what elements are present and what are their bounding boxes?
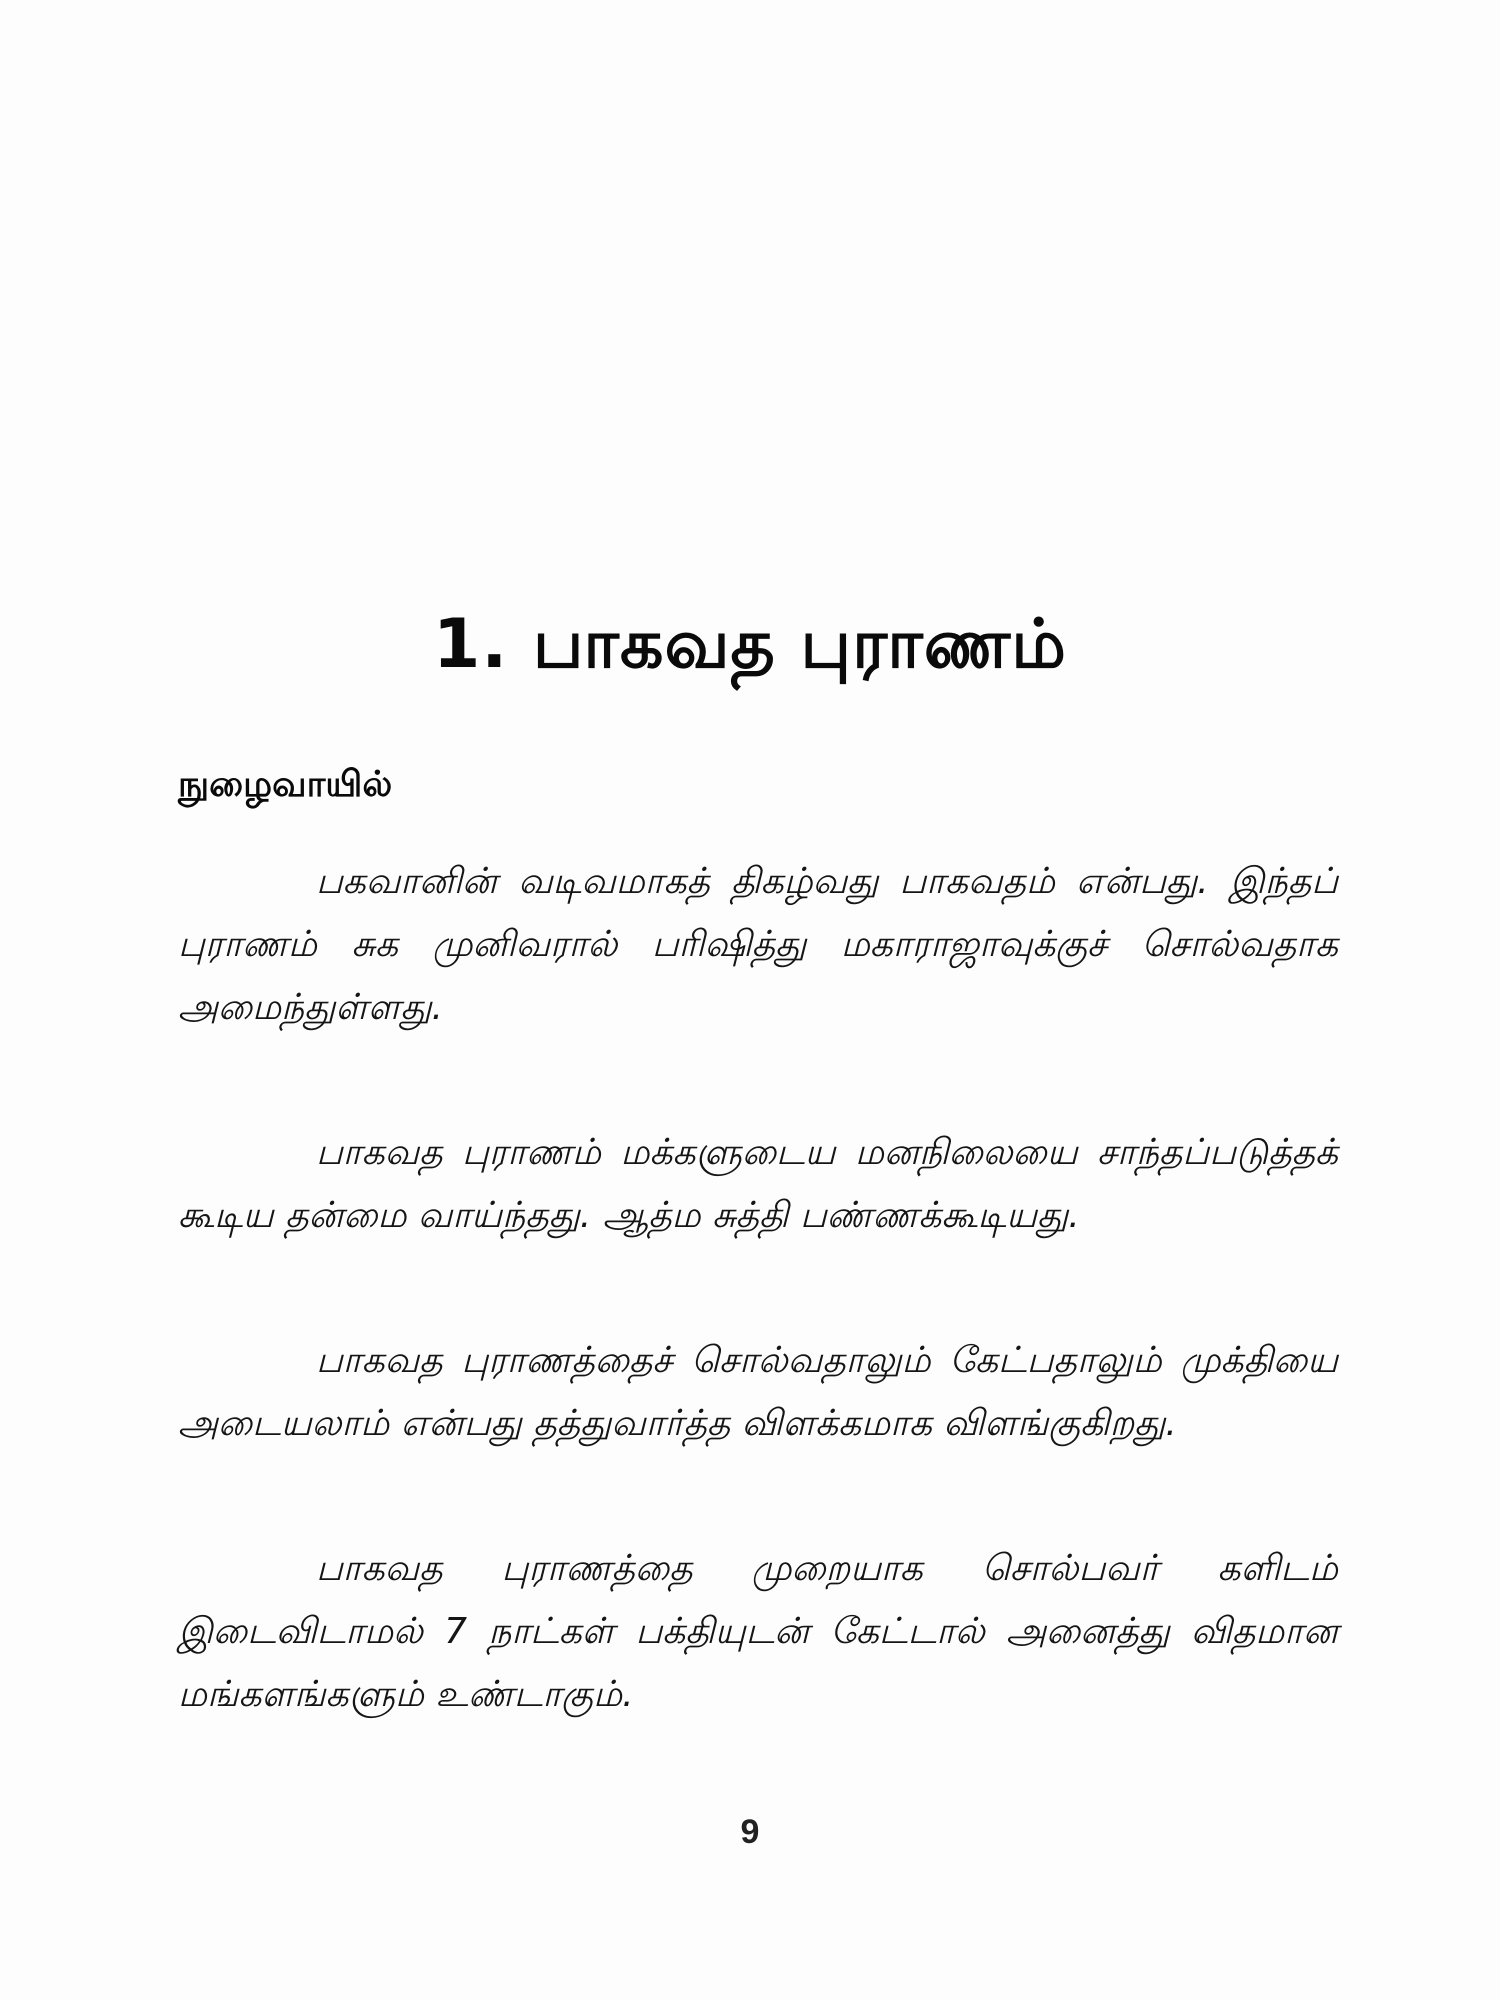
section-heading: நுழைவாயில் — [178, 764, 393, 805]
chapter-title: 1. பாகவத புராணம் — [433, 605, 1067, 684]
paragraph-1: பகவானின் வடிவமாகத் திகழ்வது பாகவதம் என்பது. இந்தப் புராணம் சுக முனிவரால் பரிஷித்து மகாராஜாவுக்குச் சொல்வதாக அமைந்துள்ளது. — [178, 861, 1338, 1028]
paragraph-2: பாகவத புராணம் மக்களுடைய மனநிலையை சாந்தப்படுத்தக் கூடிய தன்மை வாய்ந்தது. ஆத்ம சுத்தி பண்ணக்கூடியது. — [178, 1132, 1338, 1236]
page-number: 9 — [740, 1813, 760, 1851]
paragraph-3: பாகவத புராணத்தைச் சொல்வதாலும் கேட்பதாலும் முக்தியை அடையலாம் என்பது தத்துவார்த்த விளக்கமாக விளங்குகிறது. — [178, 1340, 1338, 1444]
paragraph-4: பாகவத புராணத்தை முறையாக சொல்பவர் களிடம் இடைவிடாமல் 7 நாட்கள் பக்தியுடன் கேட்டால் அனைத்து விதமான மங்களங்களும் உண்டாகும். — [178, 1548, 1338, 1715]
body-text — [178, 850, 1338, 1808]
